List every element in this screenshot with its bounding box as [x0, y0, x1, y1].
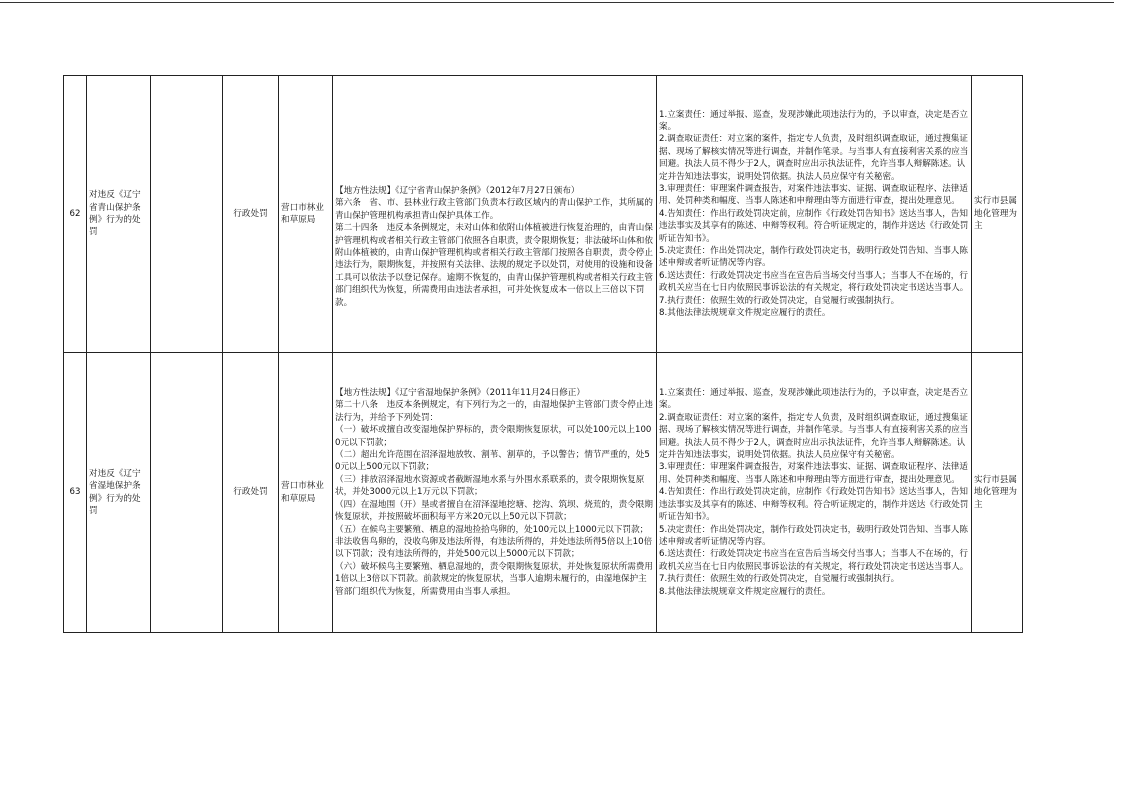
- responsibility-line: 7.执行责任：依照生效的行政处罚决定，自觉履行或强制执行。: [659, 574, 900, 585]
- item-category: 行政处罚: [223, 76, 279, 353]
- basis-line: 第二十八条 违反本条例规定，有下列行为之一的，由湿地保护主管部门责令停止违法行为，并给予下列处罚：: [335, 400, 653, 423]
- item-name: 对违反《辽宁省湿地保护条例》行为的处罚: [87, 353, 151, 633]
- item-name: 对违反《辽宁省青山保护条例》行为的处罚: [87, 76, 151, 353]
- basis-line: （一）破坏或擅自改变湿地保护界标的，责令限期恢复原状，可以处100元以上1000元以下罚款；: [335, 425, 652, 448]
- basis-line: 第二十四条 违反本条例规定，未对山体和依附山体植被进行恢复治理的，由青山保护管理机构或者相关行政主管部门依照各自职责，责令限期恢复；非法破坏山体和依附山体植被的，由青山保护管理机构或者相关行政主管部门按照各自职责，责令停止违法行为，限期恢复，并按照有关法律、法规的规定予以处罚，对使用的设施和设备工具可以依法予以登记保存。逾期不恢复的，由青山保护管理机构或者相关行政主管部门组织代为恢复，所需费用由违法者承担，可并处恢复成本一倍以上三倍以下罚款。: [335, 223, 653, 308]
- remarks: 实行市县属地化管理为主: [972, 76, 1023, 353]
- sub-item-cell: [151, 353, 223, 633]
- responsibility-line: 6.送达责任：行政处罚决定书应当在宣告后当场交付当事人；当事人不在场的，行政机关应当在七日内依照民事诉讼法的有关规定，将行政处罚决定书送达当事人。: [659, 549, 969, 572]
- responsibility-line: 5.决定责任：作出处罚决定，制作行政处罚决定书，载明行政处罚告知、当事人陈述申辩或者听证情况等内容。: [659, 246, 968, 269]
- legal-basis: [333, 76, 657, 353]
- basis-line: 【地方性法规】《辽宁省湿地保护条例》（2011年11月24日修正）: [335, 388, 585, 399]
- basis-line: （二）超出允许范围在沼泽湿地放牧、割苇、割草的，予以警告；情节严重的，处50元以上500元以下罚款；: [335, 450, 650, 473]
- implementing-department: 营口市林业和草原局: [279, 76, 333, 353]
- responsibility-items: [657, 76, 972, 353]
- responsibility-line: 4.告知责任：作出行政处罚决定前，应制作《行政处罚告知书》送达当事人，告知违法事实及其享有的陈述、申辩等权利。符合听证规定的，制作并送达《行政处罚听证告知书》。: [659, 208, 969, 244]
- basis-line: （六）破坏候鸟主要繁殖、栖息湿地的，责令限期恢复原状，并处恢复原状所需费用1倍以上3倍以下罚款。前款规定的恢复原状，当事人逾期未履行的，由湿地保护主管部门组织代为恢复，所需费用由当事人承担。: [335, 561, 653, 597]
- responsibility-line: 8.其他法律法规规章文件规定应履行的责任。: [659, 308, 831, 319]
- row-number: 62: [64, 76, 87, 353]
- responsibility-line: 7.执行责任：依照生效的行政处罚决定，自觉履行或强制执行。: [659, 295, 900, 306]
- basis-line: （五）在候鸟主要繁殖、栖息的湿地捡拾鸟卵的，处100元以上1000元以下罚款；非法收售鸟卵的，没收鸟卵及违法所得，有违法所得的，并处违法所得5倍以上10倍以下罚款；没有违法所得的，并处500元以上5000元以下罚款；: [335, 524, 653, 560]
- item-category: 行政处罚: [223, 353, 279, 633]
- responsibility-line: 2.调查取证责任：对立案的案件，指定专人负责，及时组织调查取证，通过搜集证据、现场了解核实情况等进行调查，并制作笔录。与当事人有直接利害关系的应当回避。执法人员不得少于2人，调查时应出示执法证件，允许当事人辩解陈述。认定并告知违法事实，说明处罚依据。执法人员应保守有关秘密。: [659, 134, 969, 182]
- responsibility-line: 6.送达责任：行政处罚决定书应当在宣告后当场交付当事人；当事人不在场的，行政机关应当在七日内依照民事诉讼法的有关规定，将行政处罚决定书送达当事人。: [659, 270, 969, 294]
- sub-item-cell: [151, 76, 223, 353]
- basis-line: 【地方性法规】《辽宁省青山保护条例》（2012年7月27日颁布）: [335, 185, 580, 196]
- responsibility-line: 3.审理责任：审理案件调查报告，对案件违法事实、证据、调查取证程序、法律适用、处罚种类和幅度、当事人陈述和申辩理由等方面进行审查，提出处理意见。: [659, 462, 968, 485]
- responsibility-line: 5.决定责任：作出处罚决定，制作行政处罚决定书，载明行政处罚告知、当事人陈述申辩或者听证情况等内容。: [659, 524, 968, 547]
- responsibility-line: 3.审理责任：审理案件调查报告，对案件违法事实、证据、调查取证程序、法律适用、处罚种类和幅度、当事人陈述和申辩理由等方面进行审查，提出处理意见。: [659, 183, 968, 207]
- table-row: [64, 76, 1023, 353]
- table-row: [64, 353, 1023, 633]
- power-list-table: [63, 75, 1023, 633]
- responsibility-line: 4.告知责任：作出行政处罚决定前，应制作《行政处罚告知书》送达当事人，告知违法事实及其享有的陈述、申辩等权利。符合听证规定的，制作并送达《行政处罚听证告知书》。: [659, 487, 969, 523]
- legal-basis: [333, 353, 657, 633]
- responsibility-line: 2.调查取证责任：对立案的案件，指定专人负责，及时组织调查取证，通过搜集证据、现场了解核实情况等进行调查，并制作笔录。与当事人有直接利害关系的应当回避。执法人员不得少于2人，调查时应出示执法证件，允许当事人辩解陈述。认定并告知违法事实，说明处罚依据。执法人员应保守有关秘密。: [659, 412, 969, 461]
- basis-line: （四）在湿地围（开）垦或者擅自在沼泽湿地挖塘、挖沟、筑坝、烧荒的，责令限期恢复原状，并按照破坏面积每平方米20元以上50元以下罚款；: [335, 499, 653, 523]
- basis-line: 第六条 省、市、县林业行政主管部门负责本行政区域内的青山保护工作，其所属的青山保护管理机构承担青山保护具体工作。: [335, 198, 653, 221]
- responsibility-items: [657, 353, 972, 633]
- implementing-department: 营口市林业和草原局: [279, 353, 333, 633]
- responsibility-line: 1.立案责任：通过举报、巡查，发现涉嫌此项违法行为的，予以审查，决定是否立案。: [659, 388, 968, 411]
- remarks: 实行市县属地化管理为主: [972, 353, 1023, 633]
- basis-line: （三）排放沼泽湿地水资源或者截断湿地水系与外围水系联系的，责令限期恢复原状，并处3000元以上1万元以下罚款；: [335, 474, 645, 498]
- header-rule: [0, 2, 1114, 3]
- responsibility-line: 8.其他法律法规规章文件规定应履行的责任。: [659, 586, 831, 597]
- row-number: 63: [64, 353, 87, 633]
- responsibility-line: 1.立案责任：通过举报、巡查，发现涉嫌此项违法行为的，予以审查，决定是否立案。: [659, 109, 968, 132]
